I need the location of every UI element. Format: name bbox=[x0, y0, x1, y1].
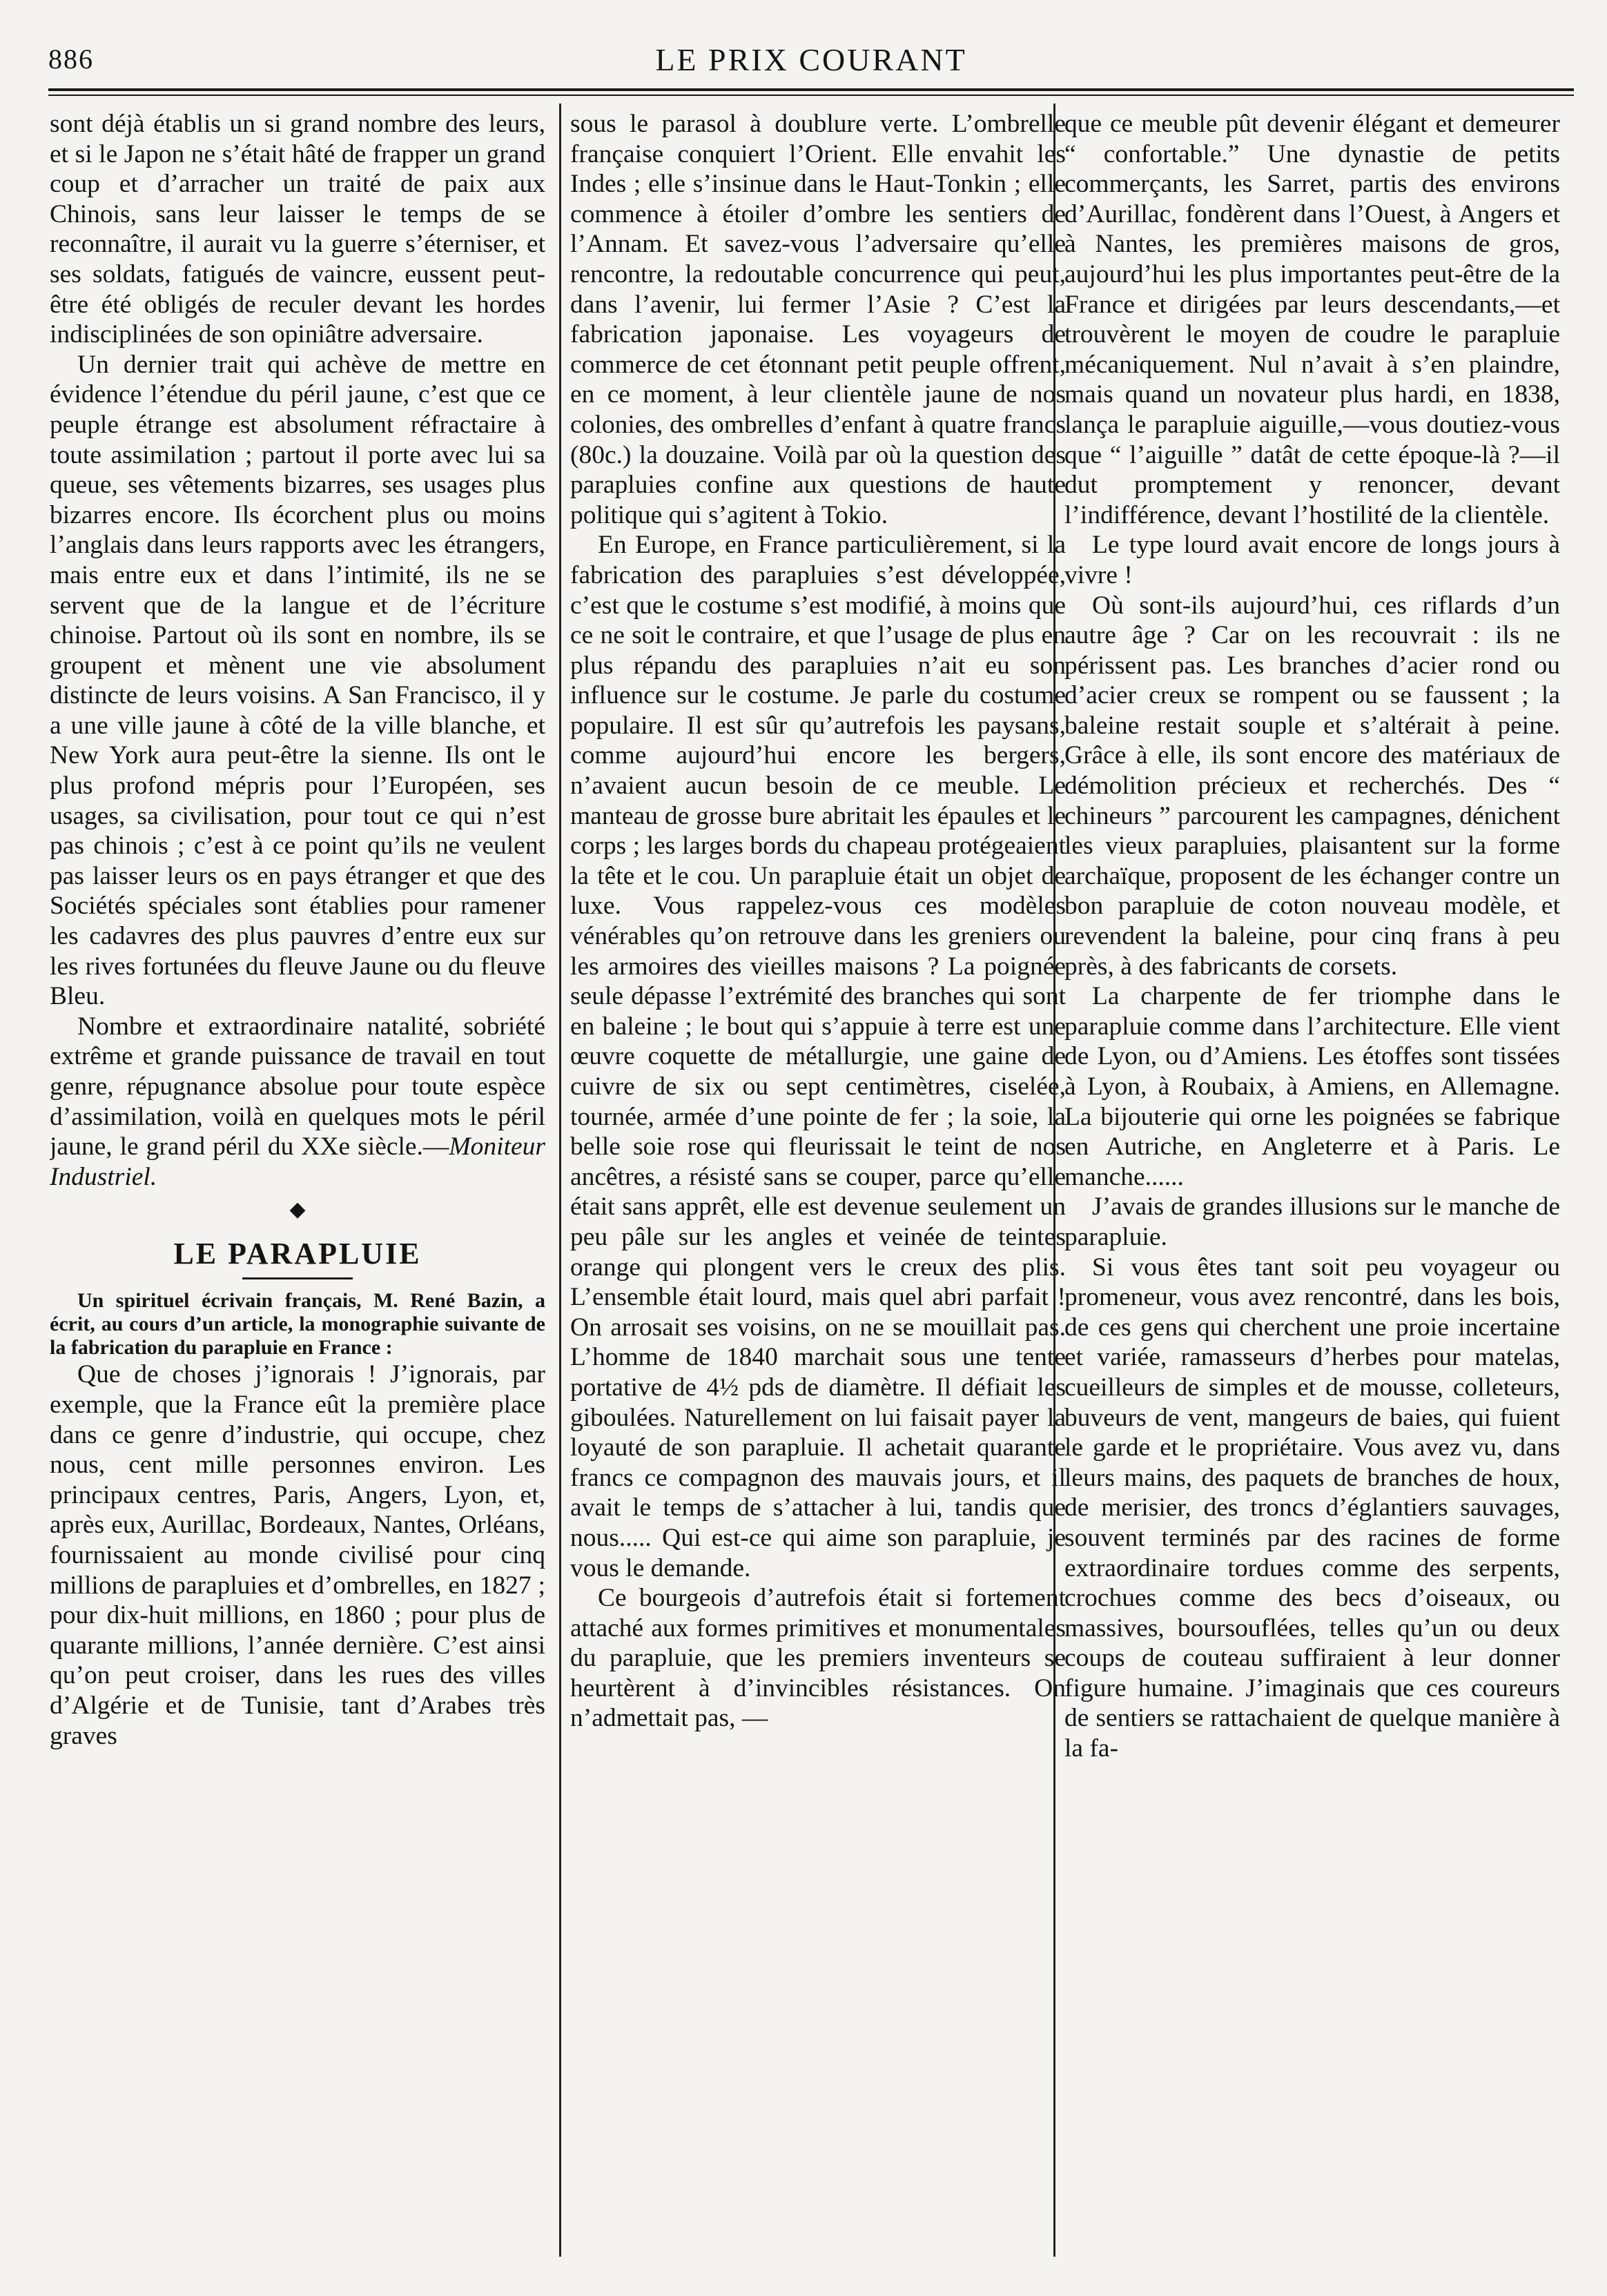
paragraph: sont déjà établis un si grand nombre des leurs, et si le Japon ne s’était hâté de frapper un grand coup et d’arracher un traité de paix aux Chinois, sans leur laisser le temps de se reconnaître, il aurait vu la guerre s’éterniser, et ses soldats, fatigués de vaincre, eussent peut-être été obligés de reculer devant les hordes indisciplinées de son opiniâtre adversaire. bbox=[50, 110, 545, 349]
page-header bbox=[48, 33, 1574, 83]
header-rule-thin bbox=[48, 95, 1574, 96]
page-number: 886 bbox=[48, 43, 94, 75]
column-3 bbox=[1064, 109, 1560, 2269]
paragraph: Que de choses j’ignorais ! J’ignorais, par exemple, que la France eût la première place dans ce genre d’industrie, qui occupe, chez nous, cent mille personnes environ. Les principaux centres, Paris, Angers, Lyon, et, après eux, Aurillac, Bordeaux, Nantes, Orléans, fournissaient au monde civilisé pour cinq millions de parapluies et d’ombrelles, en 1827 ; pour dix-huit millions, en 1860 ; pour plus de quarante millions, l’année dernière. C’est ainsi qu’on peut croiser, dans les rues des villes d’Algérie et de Tunisie, tant d’Arabes très graves bbox=[50, 1360, 545, 1750]
intro-paragraph: Un spirituel écrivain français, M. René Bazin, a écrit, au cours d’un article, la monographie suivante de la fabrication du parapluie en France : bbox=[50, 1289, 545, 1360]
paragraph: que ce meuble pût devenir élégant et demeurer “ confortable.” Une dynastie de petits commerçants, les Sarret, partis des environs d’Aurillac, fondèrent dans l’Ouest, à Angers et à Nantes, les premières maisons de gros, aujourd’hui les plus importantes peut-être de la France et dirigées par leurs descendants,—et trouvèrent le moyen de coudre le parapluie mécaniquement. Nul n’avait à s’en plaindre, mais quand un novateur plus hardi, en 1838, lança le parapluie aiguille,—vous doutiez-vous que “ l’aiguille ” datât de cette époque-là ?—il dut promptement y renoncer, devant l’indifférence, devant l’hostilité de la clientèle. bbox=[1064, 110, 1560, 529]
ornament: ◆ bbox=[289, 1198, 306, 1221]
source-attribution: Moniteur Industriel. bbox=[50, 1132, 545, 1191]
paragraph: Où sont-ils aujourd’hui, ces riflards d’un autre âge ? Car on les recouvrait : ils ne périssent pas. Les branches d’acier rond ou d’acier creux se rompent ou se faussent ; la baleine restait souple et s’altérait à peine. Grâce à elle, ils sont encore des matériaux de démolition précieux et recherchés. Des “ chineurs ” parcourent les campagnes, dénichent les vieux parapluies, plaisantent sur la forme archaïque, proposent de les échanger contre un bon parapluie de coton nouveau modèle, et revendent la baleine, pour cinq frans à peu près, à des fabricants de corsets. bbox=[1064, 591, 1560, 981]
paragraph: Ce bourgeois d’autrefois était si fortement attaché aux formes primitives et monumentales du parapluie, que les premiers inventeurs se heurtèrent à d’invincibles résistances. On n’admettait pas, — bbox=[570, 1584, 1066, 1733]
header-rule bbox=[48, 88, 1574, 91]
column-divider bbox=[559, 104, 561, 2257]
paragraph: Si vous êtes tant soit peu voyageur ou promeneur, vous avez rencontré, dans les bois, de ces gens qui cherchent une proie incertaine et variée, ramasseurs d’herbes pour matelas, cueilleurs de simples et de mousse, colleteurs, buveurs de vent, mangeurs de baies, qui fuient le garde et le propriétaire. Vous avez vu, dans leurs mains, des paquets de branches de houx, de merisier, des troncs d’églantiers sauvages, souvent terminés par des racines de forme extraordinaire tordues comme des serpents, crochues comme des becs d’oiseaux, ou massives, boursouflées, telles qu’un ou deux coups de couteau suffiraient à leur donner figure humaine. J’imaginais que ces coureurs de sentiers se rattachaient de quelque manière à la fa- bbox=[1064, 1253, 1560, 1763]
paragraph: Le type lourd avait encore de longs jours à vivre ! bbox=[1064, 531, 1560, 589]
paragraph: J’avais de grandes illusions sur le manche de parapluie. bbox=[1064, 1193, 1560, 1251]
running-head: LE PRIX COURANT bbox=[655, 42, 967, 77]
column-2 bbox=[570, 109, 1066, 2269]
paragraph: En Europe, en France particulièrement, si la fabrication des parapluies s’est développée, c’est que le costume s’est modifié, à moins que ce ne soit le contraire, et que l’usage de plus en plus répandu des parapluies n’ait eu son influence sur le costume. Je parle du costume populaire. Il est sûr qu’autrefois les paysans, comme aujourd’hui encore les bergers, n’avaient aucun besoin de ce meuble. Le manteau de grosse bure abritait les épaules et le corps ; les larges bords du chapeau protégeaient la tête et le cou. Un parapluie était un objet de luxe. Vous rappelez-vous ces modèles vénérables qu’on retrouve dans les greniers ou les armoires des vieilles maisons ? La poignée seule dépasse l’extrémité des branches qui sont en baleine ; le bout qui s’appuie à terre est une œuvre coquette de métallurgie, une gaine de cuivre de six ou sept centimètres, ciselée, tournée, armée d’une pointe de fer ; la soie, la belle soie rose qui fleurissait le teint de nos ancêtres, a résisté sans se couper, parce qu’elle était sans apprêt, elle est devenue seulement un peu pâle sur les angles et veinée de teintes orange qui plongent vers le creux des plis. L’ensemble était lourd, mais quel abri parfait ! On arrosait ses voisins, on ne se mouillait pas. L’homme de 1840 marchait sous une tente portative de 4½ pds de diamètre. Il défiait les giboulées. Naturellement on lui faisait payer la loyauté de son parapluie. Il achetait quarante francs ce compagnon des mauvais jours, et il avait le temps de s’attacher à lui, tandis que nous..... Qui est-ce qui aime son parapluie, je vous le demande. bbox=[570, 531, 1066, 1582]
paragraph: sous le parasol à doublure verte. L’ombrelle française conquiert l’Orient. Elle envahit les Indes ; elle s’insinue dans le Haut-Tonkin ; elle commence à étoiler d’ombre les sentiers de l’Annam. Et savez-vous l’adversaire qu’elle rencontre, la redoutable concurrence qui peut, dans l’avenir, lui fermer l’Asie ? C’est la fabrication japonaise. Les voyageurs de commerce de cet étonnant petit peuple offrent, en ce moment, à leur clientèle jaune de nos colonies, des ombrelles d’enfant à quatre francs (80c.) la douzaine. Voilà par où la question des parapluies confine aux questions de haute politique qui s’agitent à Tokio. bbox=[570, 110, 1066, 529]
paragraph bbox=[50, 1012, 545, 1193]
paragraph: Un dernier trait qui achève de mettre en évidence l’étendue du péril jaune, c’est que ce peuple étrange est absolument réfractaire à toute assimilation ; partout il porte avec lui sa queue, ses vêtements bizarres, ses usages plus bizarres encore. Ils écorchent plus ou moins l’anglais dans leurs rapports avec les étrangers, mais entre eux et dans l’intimité, ils ne se servent que de la langue et de l’écriture chinoise. Partout où ils sont en nombre, ils se groupent et mènent une vie absolument distincte de leurs voisins. A San Francisco, il y a une ville jaune à côté de la ville blanche, et New York aura peut-être la sienne. Ils ont le plus profond mépris pour l’Européen, ses usages, sa civilisation, pour tout ce qui n’est pas chinois ; c’est à ce point qu’ils ne veulent pas laisser leurs os en pays étranger et que des Sociétés spéciales sont établies pour ramener les cadavres des plus pauvres d’entre eux sur les rives fortunées du fleuve Jaune ou du fleuve Bleu. bbox=[50, 350, 545, 1011]
paragraph-text: Nombre et extraordinaire natalité, sobriété extrême et grande puissance de travail en tout genre, répugnance absolue pour toute espèce d’assimilation, voilà en quelques mots le péril jaune, le grand péril du XXe siècle.— bbox=[50, 1012, 545, 1161]
title-rule bbox=[242, 1277, 353, 1279]
column-1 bbox=[50, 109, 545, 2269]
paragraph: La charpente de fer triomphe dans le parapluie comme dans l’architecture. Elle vient de Lyon, ou d’Amiens. Les étoffes sont tissées à Lyon, à Roubaix, à Amiens, en Allemagne. La bijouterie qui orne les poignées se fabrique en Autriche, en Angleterre et à Paris. Le manche...... bbox=[1064, 982, 1560, 1191]
section-title: LE PARAPLUIE bbox=[173, 1237, 422, 1271]
